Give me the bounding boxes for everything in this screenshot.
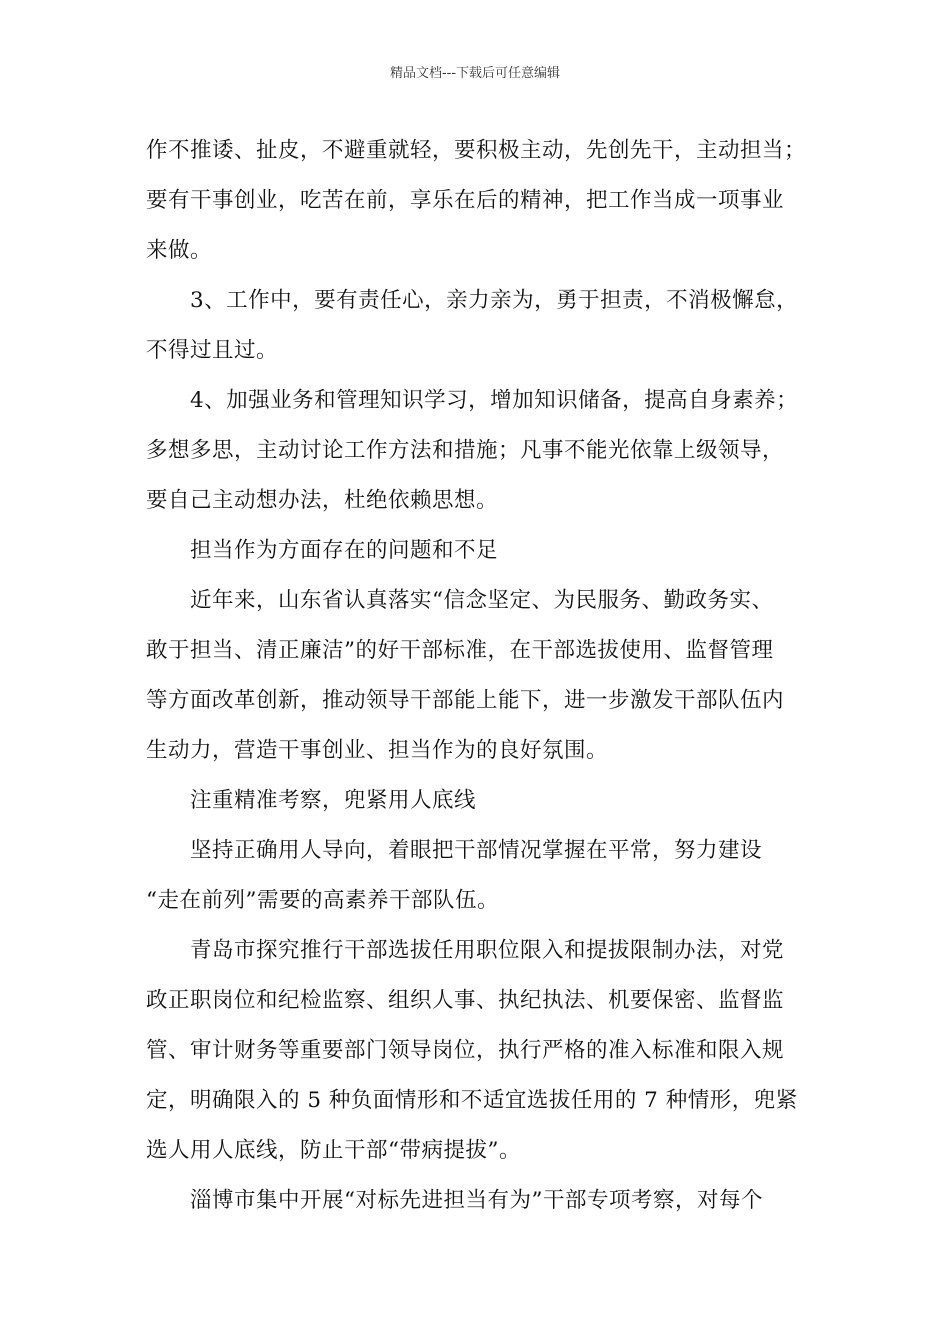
paragraph-line: 注重精准考察，兜紧用人底线: [190, 788, 477, 813]
paragraph-line: 要自己主动想办法，杜绝依赖思想。: [146, 488, 499, 513]
document-body: [146, 126, 810, 1226]
paragraph: [146, 776, 810, 826]
paragraph: [146, 1176, 810, 1226]
paragraph-line: 淄博市集中开展“对标先进担当有为”干部专项考察，对每个: [190, 1188, 763, 1213]
paragraph-line: “走在前列”需要的高素养干部队伍。: [146, 888, 499, 913]
paragraph-line: 3、工作中，要有责任心，亲力亲为，勇于担责，不消极懈怠，: [190, 288, 799, 313]
paragraph-line: 敢于担当、清正廉洁”的好干部标准，在干部选拔使用、监督管理: [146, 638, 774, 663]
paragraph-line: 生动力，营造干事创业、担当作为的良好氛围。: [146, 738, 609, 763]
paragraph-line: 青岛市探究推行干部选拔任用职位限入和提拔限制办法，对党: [190, 938, 785, 963]
paragraph-line: 4、加强业务和管理知识学习，增加知识储备，提高自身素养；: [190, 388, 799, 413]
paragraph-line: 不得过且过。: [146, 338, 279, 363]
page-header: 精品文档---下载后可任意编辑: [389, 66, 561, 81]
paragraph: [146, 576, 810, 776]
paragraph: [146, 826, 810, 926]
paragraph-line: 来做。: [146, 238, 213, 263]
paragraph: [146, 126, 810, 276]
paragraph-line: 担当作为方面存在的问题和不足: [190, 538, 499, 563]
paragraph-line: 定，明确限入的 5 种负面情形和不适宜选拔任用的 7 种情形，兜紧: [146, 1088, 798, 1113]
paragraph-line: 要有干事创业，吃苦在前，享乐在后的精神，把工作当成一项事业: [146, 188, 785, 213]
paragraph-line: 政正职岗位和纪检监察、组织人事、执纪执法、机要保密、监督监: [146, 988, 785, 1013]
paragraph-line: 多想多思，主动讨论工作方法和措施；凡事不能光依靠上级领导，: [146, 438, 785, 463]
paragraph: [146, 376, 810, 526]
paragraph-line: 作不推诿、扯皮，不避重就轻，要积极主动，先创先干，主动担当；: [146, 138, 807, 163]
paragraph-line: 坚持正确用人导向，着眼把干部情况掌握在平常，努力建设: [190, 838, 763, 863]
paragraph-line: 管、审计财务等重要部门领导岗位，执行严格的准入标准和限入规: [146, 1038, 785, 1063]
paragraph-line: 选人用人底线，防止干部“带病提拔”。: [146, 1138, 521, 1163]
paragraph: [146, 276, 810, 376]
paragraph: [146, 526, 810, 576]
paragraph-line: 近年来，山东省认真落实“信念坚定、为民服务、勤政务实、: [190, 588, 774, 613]
paragraph-line: 等方面改革创新，推动领导干部能上能下，进一步激发干部队伍内: [146, 688, 785, 713]
paragraph: [146, 926, 810, 1176]
